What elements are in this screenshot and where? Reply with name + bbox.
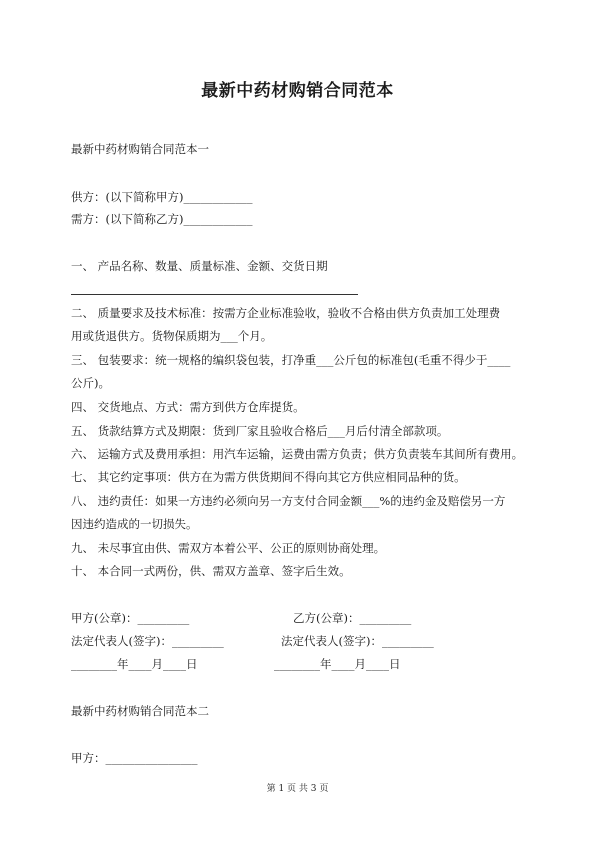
clause-6: 六、 运输方式及费用承担：用汽车运输，运费由需方负责；供方负责装车其间所有费用。: [71, 447, 524, 461]
party-b-representative: 法定代表人(签字)：_________: [281, 634, 434, 648]
blank-fill-line: [71, 294, 358, 295]
clause-9: 九、 未尽事宜由供、需双方本着公平、公正的原则协商处理。: [71, 541, 386, 555]
party-a-representative: 法定代表人(签字)：_________: [71, 634, 224, 648]
clause-2-cont: 用或货退供方。货物保质期为___个月。: [71, 329, 273, 343]
page-footer: 第 1 页 共 3 页: [266, 784, 329, 794]
buyer-line: 需方：(以下简称乙方)____________: [71, 212, 253, 226]
clause-1: 一、 产品名称、数量、质量标准、金额、交货日期: [71, 259, 328, 273]
party-a-date: ________年____月____日: [71, 657, 198, 671]
clause-5: 五、 货款结算方式及期限：货到厂家且验收合格后___月后付清全部款项。: [71, 424, 449, 438]
clause-2: 二、 质量要求及技术标准：按需方企业标准验收，验收不合格由供方负责加工处理费: [71, 306, 501, 320]
party-a-seal: 甲方(公章)：_________: [71, 611, 190, 625]
supplier-line: 供方：(以下简称甲方)____________: [71, 190, 253, 204]
clause-8-cont: 因违约造成的一切损失。: [71, 517, 198, 531]
clause-3-cont: 公斤)。: [71, 376, 110, 390]
section-heading-two: 最新中药材购销合同范本二: [71, 704, 209, 718]
party-b-date: ________年____月____日: [274, 657, 401, 671]
clause-7: 七、 其它约定事项：供方在为需方供货期间不得向其它方供应相同品种的货。: [71, 470, 466, 484]
clause-4: 四、 交货地点、方式：需方到供方仓库提货。: [71, 400, 305, 414]
clause-3: 三、 包装要求：统一规格的编织袋包装，打净重___公斤包的标准包(毛重不得少于____: [71, 353, 511, 367]
party-b-seal: 乙方(公章)：_________: [293, 611, 412, 625]
clause-8: 八、 违约责任：如果一方违约必须向另一方支付合同金额___%的违约金及赔偿另一方: [71, 494, 506, 508]
section-heading-one: 最新中药材购销合同范本一: [71, 142, 209, 156]
party-a-line-two: 甲方：________________: [71, 751, 198, 765]
clause-10: 十、 本合同一式两份，供、需双方盖章、签字后生效。: [71, 564, 351, 578]
document-title: 最新中药材购销合同范本: [201, 81, 394, 101]
